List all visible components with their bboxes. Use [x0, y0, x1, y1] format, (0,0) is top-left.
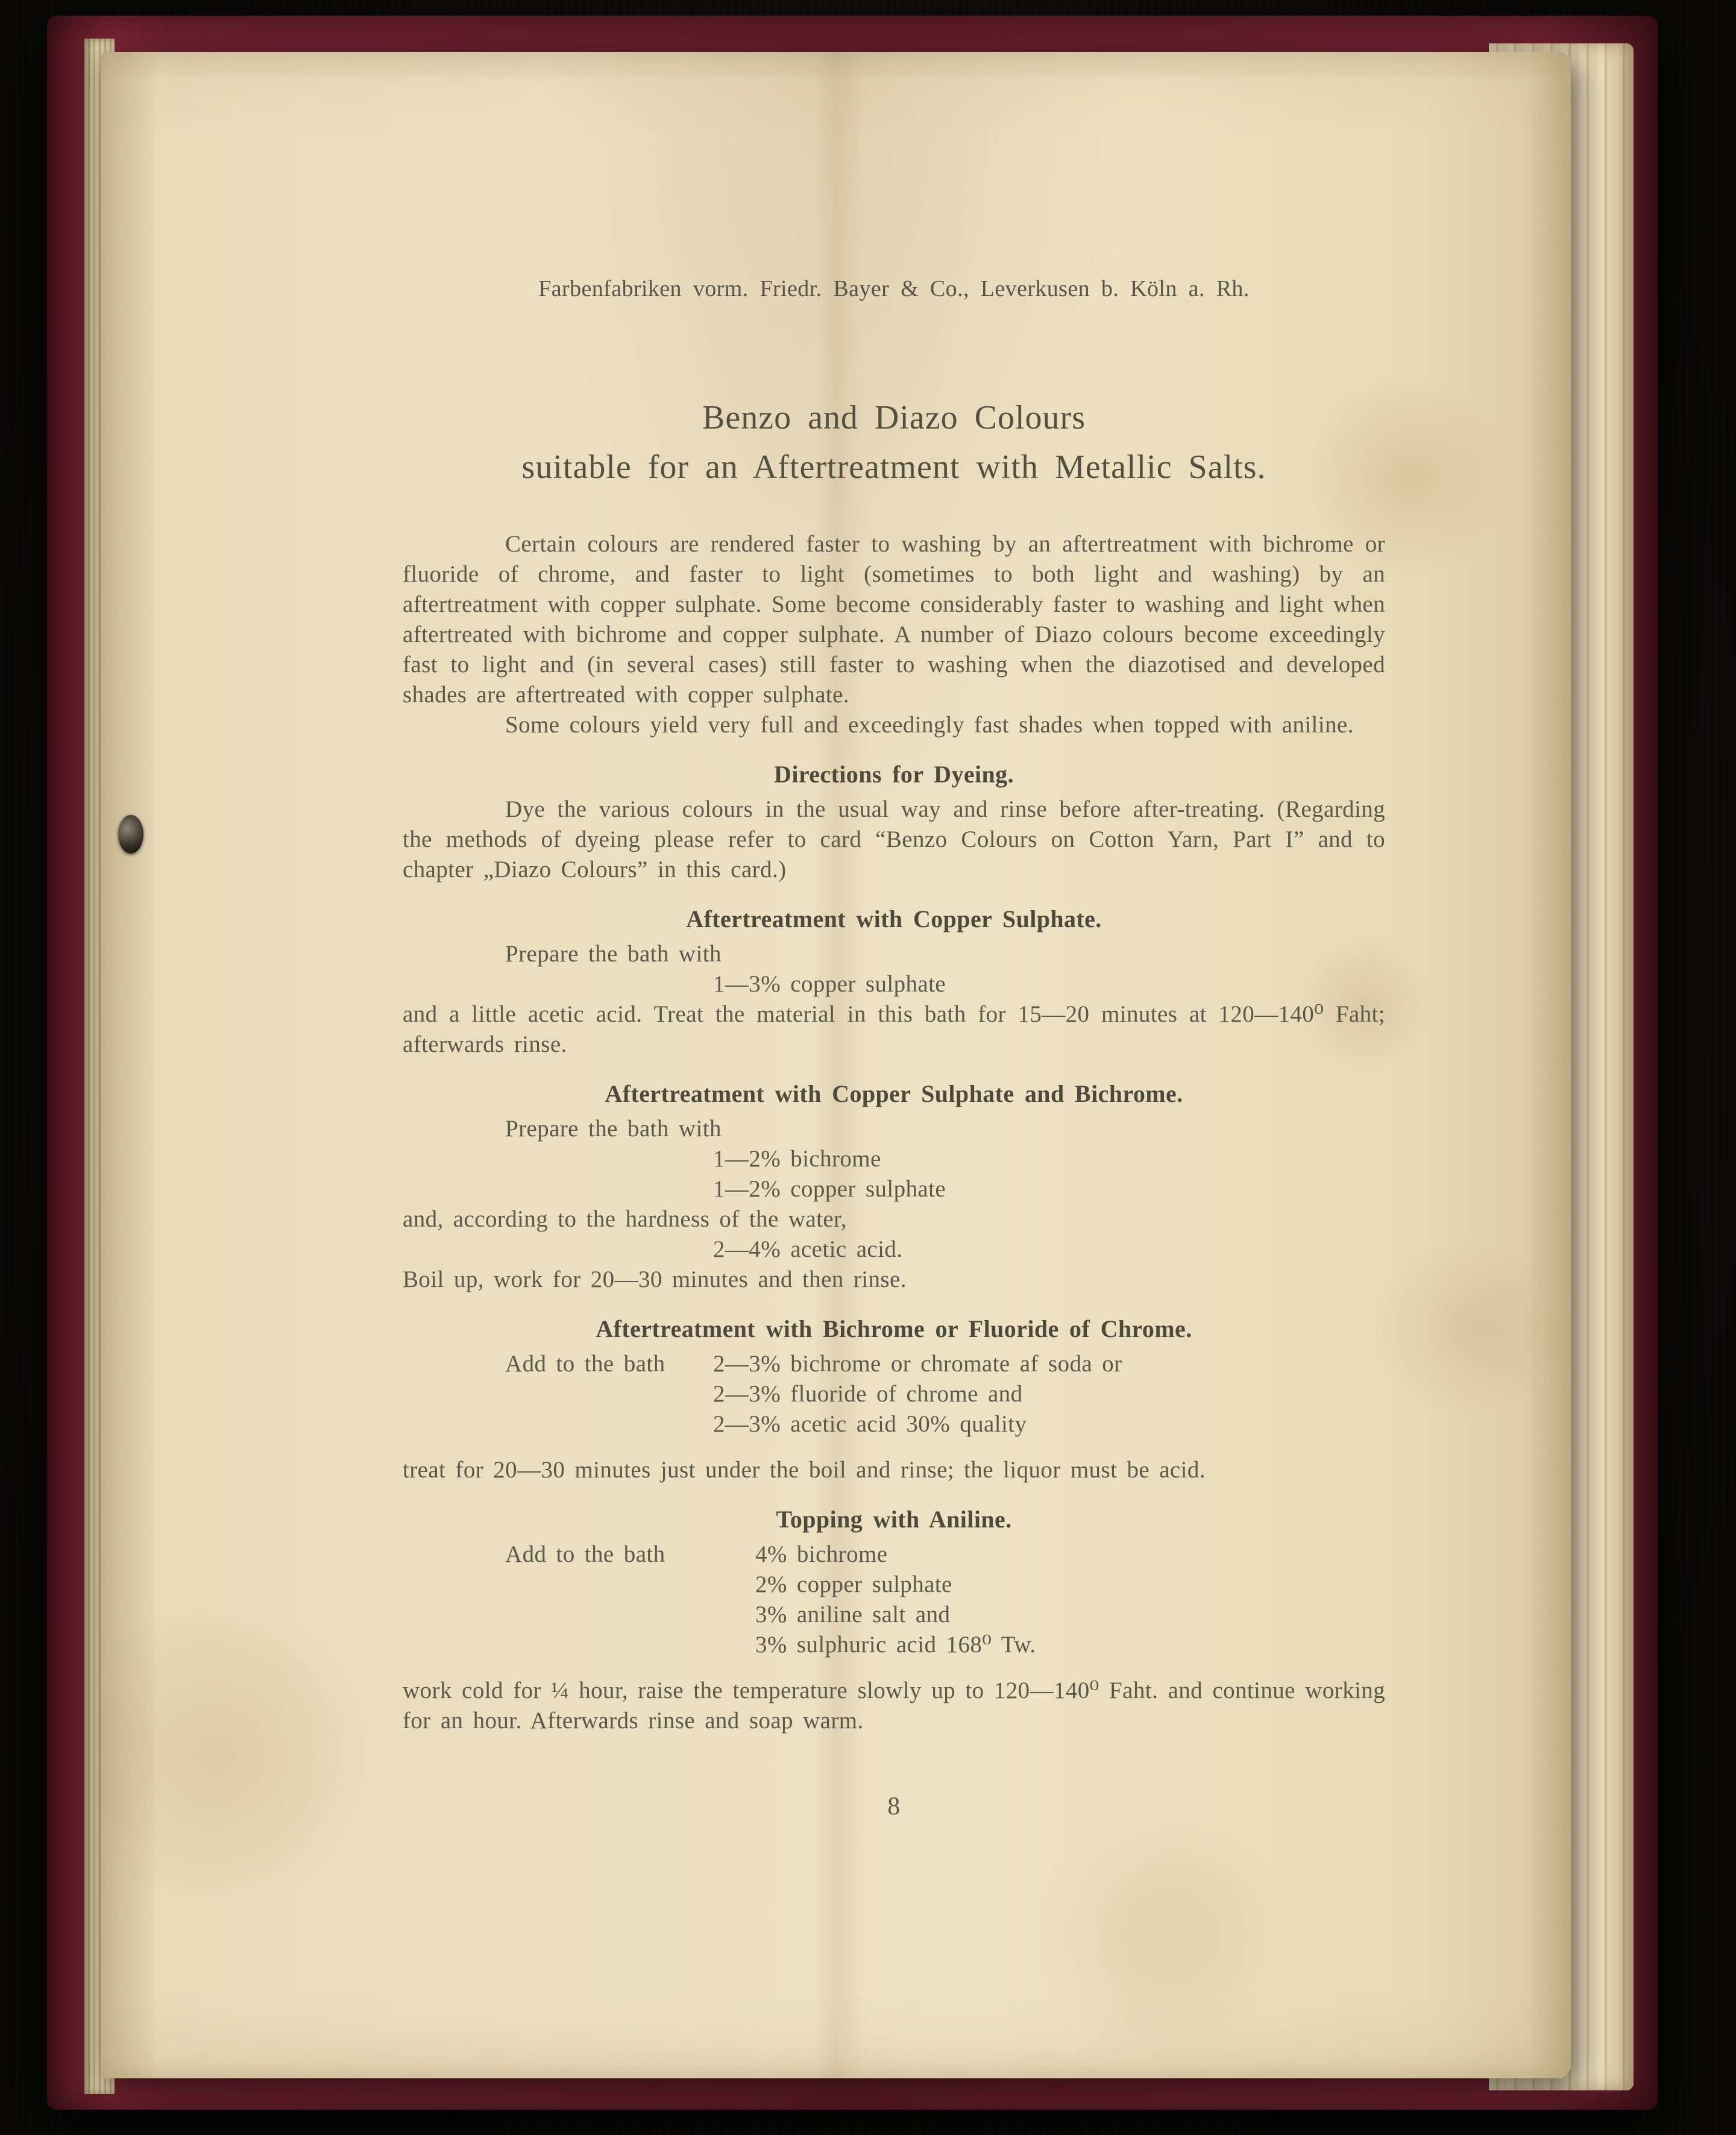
copper-bichrome-middle-line: and, according to the hardness of the water,: [403, 1206, 848, 1232]
bichrome-fluoride-recipe-3: 2—3% acetic acid 30% quality: [713, 1411, 1027, 1437]
topping-add-label: Add to the bath: [505, 1541, 665, 1567]
bichrome-fluoride-paragraph: treat for 20—30 minutes just under the boil and rinse; the liquor must be acid.: [403, 1457, 1206, 1483]
page-number: 8: [887, 1793, 901, 1820]
topping-recipe-2: 2% copper sulphate: [755, 1571, 952, 1597]
bichrome-fluoride-add-label: Add to the bath: [505, 1351, 665, 1377]
directions-paragraph: Dye the various colours in the usual way and rinse before after-treating. (Regarding the methods of dyeing please refer to card “Benzo Colours on Cotton Yarn, Part I” and to chapter „Diazo Colours” in this card.): [403, 796, 1385, 882]
section-heading-bichrome-fluoride: Aftertreatment with Bichrome or Fluoride of Chrome.: [596, 1315, 1192, 1342]
topping-paragraph: work cold for ¼ hour, raise the temperature slowly up to 120—140⁰ Faht. and continue working for an hour. Afterwards rinse and soap warm.: [403, 1678, 1385, 1734]
copper-bichrome-recipe-1: 1—2% bichrome: [713, 1146, 881, 1172]
page-title: [403, 393, 1385, 492]
binding-hole: [118, 815, 143, 854]
section-heading-copper-sulphate-bichrome: Aftertreatment with Copper Sulphate and Bichrome.: [605, 1080, 1183, 1107]
topping-recipe-3: 3% aniline salt and: [755, 1602, 951, 1627]
topping-recipe-list: [755, 1539, 1385, 1660]
page-content: [403, 52, 1385, 1822]
topping-recipe-1: 4% bichrome: [755, 1541, 888, 1567]
section-heading-topping: Topping with Aniline.: [776, 1506, 1012, 1533]
copper-bichrome-recipe-2: 1—2% copper sulphate: [713, 1176, 946, 1202]
copper-bichrome-prepare-line: Prepare the bath with: [505, 1116, 722, 1142]
intro-paragraph-2: Some colours yield very full and exceedingly fast shades when topped with aniline.: [505, 712, 1354, 738]
copper-sulphate-recipe-1: 1—3% copper sulphate: [713, 971, 946, 997]
bichrome-fluoride-recipe-1: 2—3% bichrome or chromate af soda or: [713, 1351, 1122, 1377]
intro-paragraph-1: Certain colours are rendered faster to washing by an aftertreatment with bichrome or fluoride of chrome, and faster to light (sometimes to both light and washing) by an aftertreatment with copper sulphate. Some become considerably faster to washing and light when aftertreated with bichrome and copper sulphate. A number of Diazo colours become exceedingly fast to light and (in several cases) still faster to washing when the diazotised and developed shades are aftertreated with copper sulphate.: [403, 531, 1385, 708]
company-header: Farbenfabriken vorm. Friedr. Bayer & Co., Leverkusen b. Köln a. Rh.: [538, 276, 1250, 301]
bichrome-fluoride-recipe-2: 2—3% fluoride of chrome and: [713, 1381, 1023, 1407]
bichrome-fluoride-recipe-list: [713, 1349, 1385, 1439]
copper-bichrome-paragraph: Boil up, work for 20—30 minutes and then rinse.: [403, 1266, 907, 1292]
page-title-line2: suitable for an Aftertreatment with Metallic Salts.: [521, 448, 1266, 486]
book-page: [101, 52, 1571, 2078]
section-heading-directions: Directions for Dyeing.: [774, 761, 1014, 788]
page-title-line1: Benzo and Diazo Colours: [702, 399, 1086, 436]
copper-bichrome-recipe-3: 2—4% acetic acid.: [713, 1236, 903, 1262]
copper-sulphate-paragraph: and a little acetic acid. Treat the material in this bath for 15—20 minutes at 120—140⁰ Faht; afterwards rinse.: [403, 1001, 1385, 1057]
bichrome-fluoride-recipe-block: [403, 1349, 1385, 1439]
copper-sulphate-prepare-line: Prepare the bath with: [505, 941, 722, 967]
topping-recipe-4: 3% sulphuric acid 168⁰ Tw.: [755, 1632, 1036, 1658]
topping-recipe-block: [403, 1539, 1385, 1660]
section-heading-copper-sulphate: Aftertreatment with Copper Sulphate.: [686, 905, 1102, 932]
